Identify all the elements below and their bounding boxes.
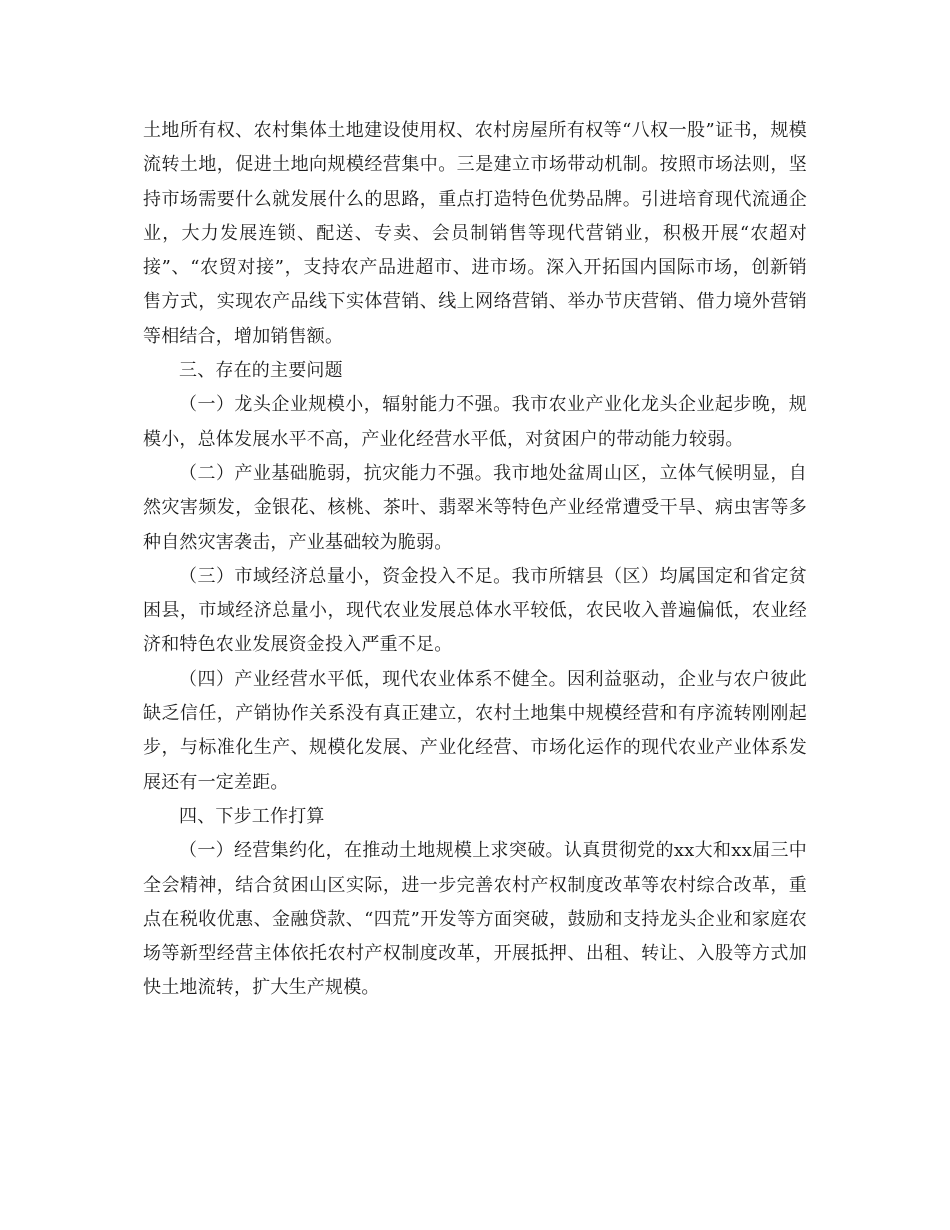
- section-heading-main-problems: 三、存在的主要问题: [179, 360, 343, 382]
- section-heading-next-steps: 四、下步工作打算: [179, 805, 325, 827]
- document-body: [143, 114, 807, 1006]
- paragraph-land-rights: 土地所有权、农村集体土地建设使用权、农村房屋所有权等“八权一股”证书，规模流转土地，促进土地向规模经营集中。三是建立市场带动机制。按照市场法则，坚持市场需要什么就发展什么的思路，重点打造特色优势品牌。引进培育现代流通企业，大力发展连锁、配送、专卖、会员制销售等现代营销业，积极开展“农超对接”、“农贸对接”，支持农产品进超市、进市场。深入开拓国内国际市场，创新销售方式，实现农产品线下实体营销、线上网络营销、举办节庆营销、借力境外营销等相结合，增加销售额。: [143, 120, 807, 347]
- paragraph-problem-2: （二）产业基础脆弱，抗灾能力不强。我市地处盆周山区，立体气候明显，自然灾害频发，金银花、核桃、茶叶、翡翠米等特色产业经常遭受干旱、病虫害等多种自然灾害袭击，产业基础较为脆弱。: [143, 462, 807, 553]
- paragraph-problem-4: （四）产业经营水平低，现代农业体系不健全。因利益驱动，企业与农户彼此缺乏信任，产销协作关系没有真正建立，农村土地集中规模经营和有序流转刚刚起步，与标准化生产、规模化发展、产业化经营、市场化运作的现代农业产业体系发展还有一定差距。: [143, 668, 807, 793]
- paragraph-next-step-1: （一）经营集约化，在推动土地规模上求突破。认真贯彻党的xx大和xx届三中全会精神，结合贫困山区实际，进一步完善农村产权制度改革等农村综合改革，重点在税收优惠、金融贷款、“四荒”开发等方面突破，鼓励和支持龙头企业和家庭农场等新型经营主体依托农村产权制度改革，开展抵押、出租、转让、入股等方式加快土地流转，扩大生产规模。: [143, 840, 807, 999]
- paragraph-problem-3: （三）市域经济总量小，资金投入不足。我市所辖县（区）均属国定和省定贫困县，市域经济总量小，现代农业发展总体水平较低，农民收入普遍偏低，农业经济和特色农业发展资金投入严重不足。: [143, 565, 807, 656]
- paragraph-problem-1: （一）龙头企业规模小，辐射能力不强。我市农业产业化龙头企业起步晚，规模小，总体发展水平不高，产业化经营水平低，对贫困户的带动能力较弱。: [143, 394, 807, 450]
